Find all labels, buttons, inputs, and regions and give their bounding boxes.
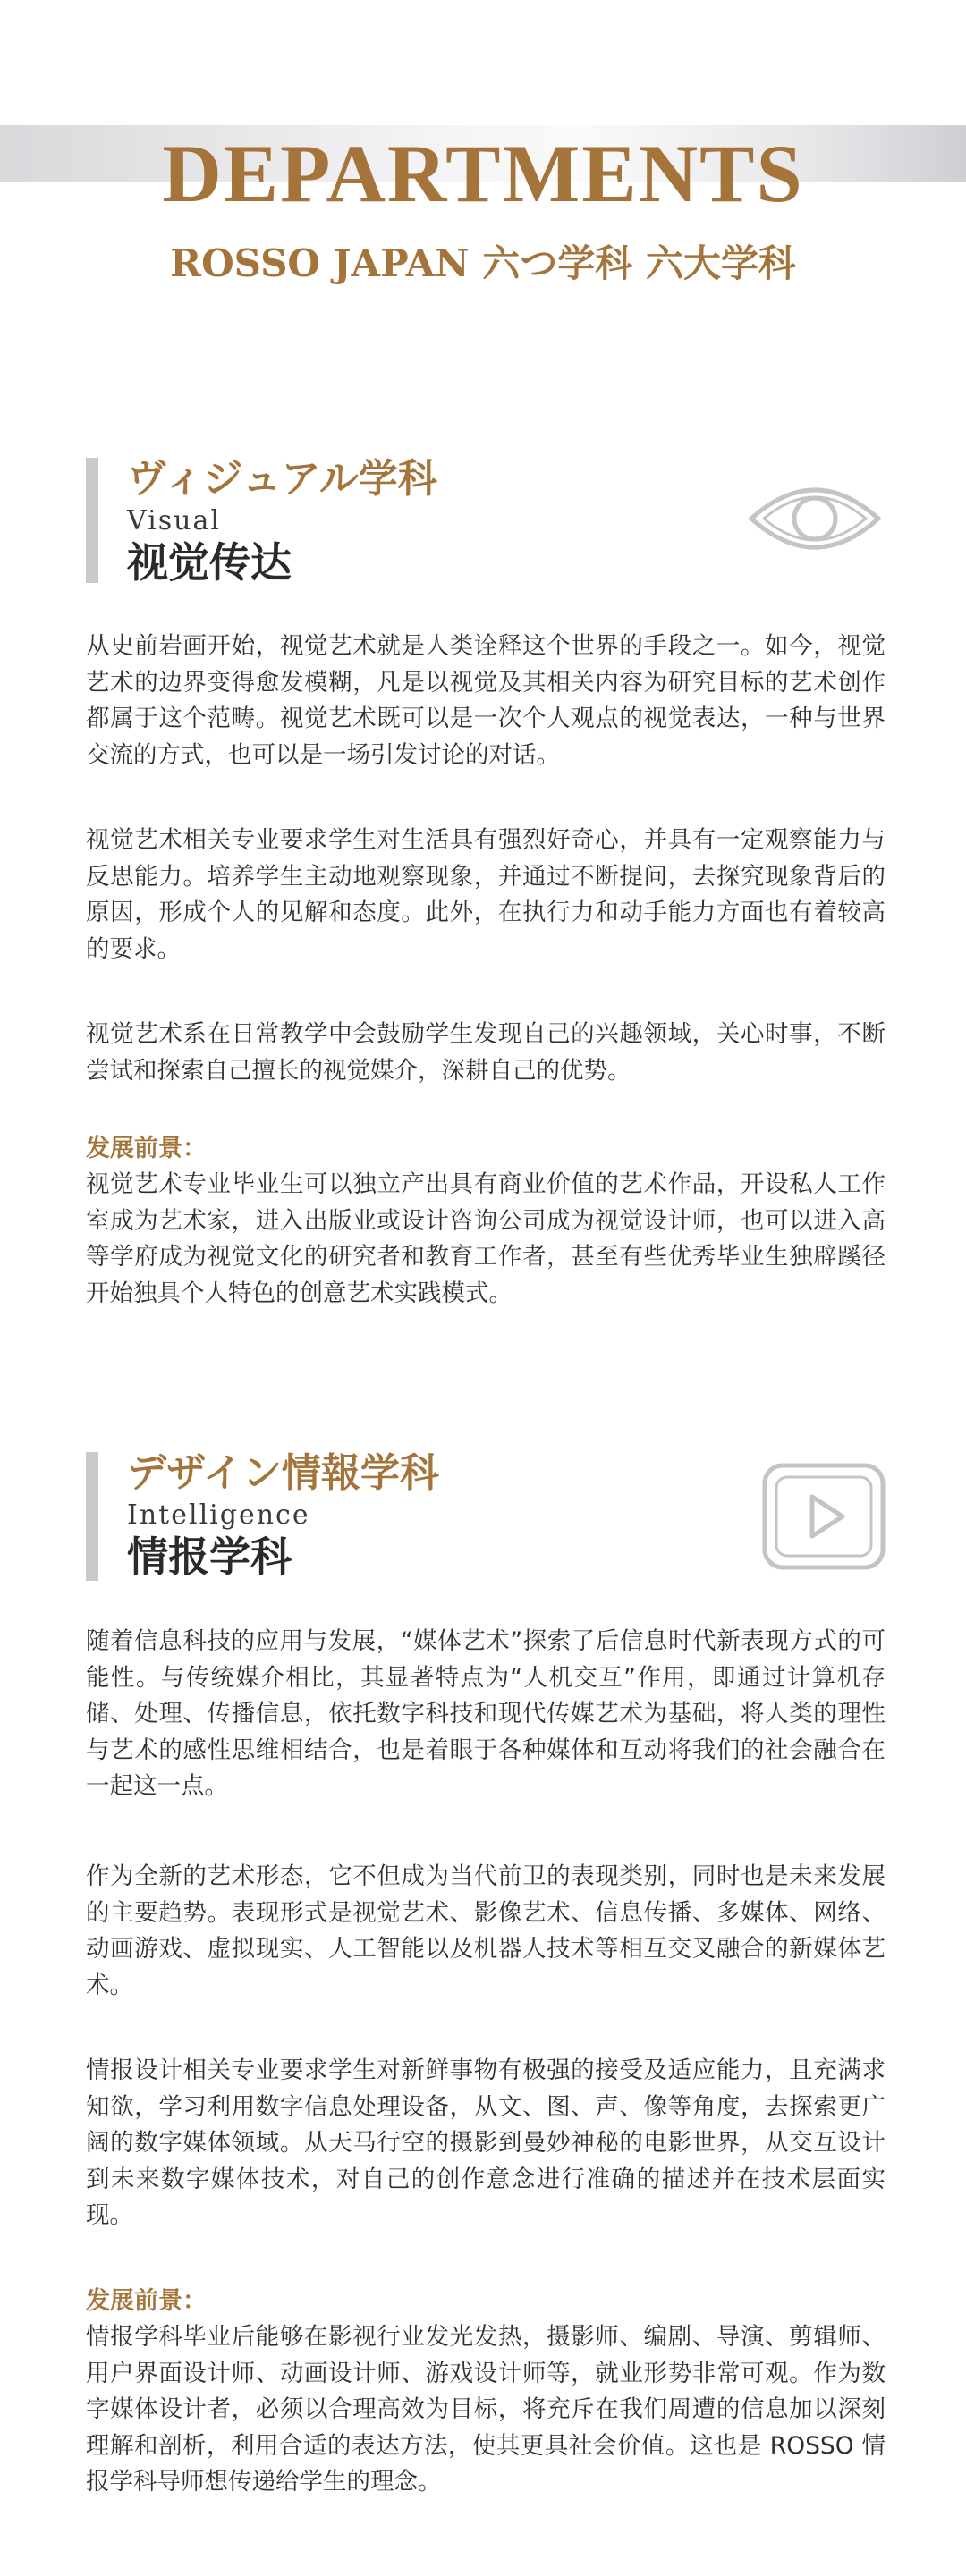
- section-cn-title: 视觉传达: [127, 538, 292, 587]
- section-paragraph: 随着信息科技的应用与发展，“媒体艺术”探索了后信息时代新表现方式的可能性。与传统媒介相比，其显著特点为“人机交互”作用，即通过计算机存储、处理、传播信息，依托数字科技和现代传媒艺术为基础，将人类的理性与艺术的感性思维相结合，也是着眼于各种媒体和互动将我们的社会融合在一起这一点。: [86, 1627, 886, 1800]
- prospect-text: 情报学科毕业后能够在影视行业发光发热，摄影师、编剧、导演、剪辑师、用户界面设计师、动画设计师、游戏设计师等，就业形势非常可观。作为数字媒体设计者，必须以合理高效为目标，将充斥在我们周遭的信息加以深刻理解和剖析，利用合适的表达方法，使其更具社会价值。这也是 ROSSO 情报学科导师想传递给学生的理念。: [86, 2323, 886, 2496]
- section-accent-bar: [86, 458, 98, 583]
- section-paragraph: 视觉艺术相关专业要求学生对生活具有强烈好奇心，并具有一定观察能力与反思能力。培养学生主动地观察现象，并通过不断提问，去探究现象背后的原因，形成个人的见解和态度。此外，在执行力和动手能力方面也有着较高的要求。: [86, 826, 886, 963]
- page-title: DEPARTMENTS: [162, 128, 804, 219]
- section-cn-title: 情报学科: [127, 1533, 292, 1581]
- eye-icon: [748, 474, 882, 563]
- section-en-title: Visual: [127, 505, 221, 536]
- prospect-label: 发展前景：: [86, 1135, 207, 1162]
- prospect-label: 发展前景：: [86, 2287, 207, 2315]
- section-jp-title: デザイン情報学科: [127, 1450, 439, 1496]
- page-subtitle: ROSSO JAPAN 六つ学科 六大学科: [170, 241, 796, 285]
- section-paragraph: 情报设计相关专业要求学生对新鲜事物有极强的接受及适应能力，且充满求知欲，学习利用数字信息处理设备，从文、图、声、像等角度，去探索更广阔的数字媒体领域。从天马行空的摄影到曼妙神秘的电影世界，从交互设计到未来数字媒体技术，对自己的创作意念进行准确的描述并在技术层面实现。: [86, 2057, 886, 2229]
- section-jp-title: ヴィジュアル学科: [127, 456, 437, 502]
- play-button-icon: [762, 1463, 886, 1570]
- section-en-title: Intelligence: [127, 1499, 310, 1531]
- prospect-text: 视觉艺术专业毕业生可以独立产出具有商业价值的艺术作品，开设私人工作室成为艺术家，进入出版业或设计咨询公司成为视觉设计师，也可以进入高等学府成为视觉文化的研究者和教育工作者，甚至有些优秀毕业生独辟蹊径开始独具个人特色的创意艺术实践模式。: [86, 1170, 886, 1307]
- section-accent-bar: [86, 1452, 98, 1581]
- section-paragraph: 视觉艺术系在日常教学中会鼓励学生发现自己的兴趣领域，关心时事，不断尝试和探索自己擅长的视觉媒介，深耕自己的优势。: [86, 1020, 886, 1085]
- section-paragraph: 从史前岩画开始，视觉艺术就是人类诠释这个世界的手段之一。如今，视觉艺术的边界变得愈发模糊，凡是以视觉及其相关内容为研究目标的艺术创作都属于这个范畴。视觉艺术既可以是一次个人观点的视觉表达，一种与世界交流的方式，也可以是一场引发讨论的对话。: [86, 632, 886, 769]
- section-paragraph: 作为全新的艺术形态，它不但成为当代前卫的表现类别，同时也是未来发展的主要趋势。表现形式是视觉艺术、影像艺术、信息传播、多媒体、网络、动画游戏、虚拟现实、人工智能以及机器人技术等相互交叉融合的新媒体艺术。: [86, 1862, 886, 1999]
